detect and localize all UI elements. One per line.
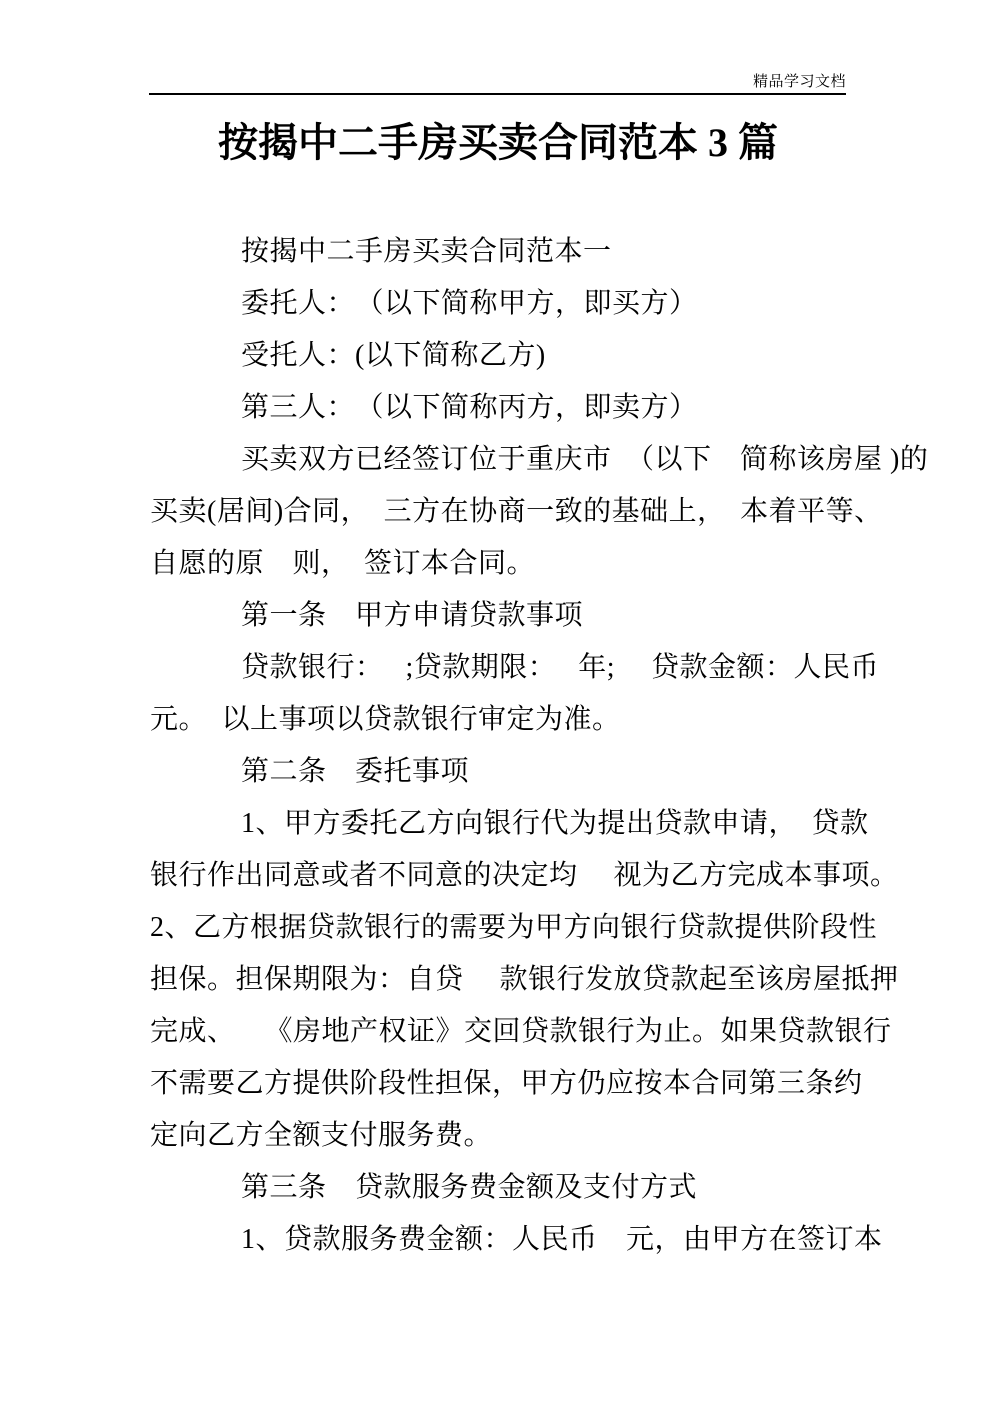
text-line: 2、乙方根据贷款银行的需要为甲方向银行贷款提供阶段性 (150, 912, 878, 943)
text-line: 第一条 甲方申请贷款事项 (241, 600, 584, 631)
body-lines (150, 223, 929, 1263)
header-rule (149, 93, 846, 95)
text-line: 按揭中二手房买卖合同范本一 (241, 236, 612, 267)
header-watermark: 精品学习文档 (752, 73, 846, 90)
text-line: 担保。担保期限为：自贷 款银行发放贷款起至该房屋抵押 (150, 964, 899, 995)
text-line: 买卖(居间)合同， 三方在协商一致的基础上， 本着平等、 (150, 496, 883, 527)
text-line: 委托人： （以下简称甲方，即买方） (241, 288, 698, 319)
page-title: 按揭中二手房买卖合同范本 3 篇 (218, 120, 778, 165)
text-line: 第二条 委托事项 (241, 756, 470, 787)
text-line: 不需要乙方提供阶段性担保，甲方仍应按本合同第三条约 (150, 1068, 863, 1099)
text-line: 买卖双方已经签订位于重庆市 （以下 简称该房屋 )的 (241, 444, 929, 475)
text-line: 定向乙方全额支付服务费。 (150, 1120, 493, 1151)
text-line: 1、贷款服务费金额：人民币 元，由甲方在签订本 (241, 1224, 883, 1255)
text-line: 完成、 《房地产权证》交回贷款银行为止。如果贷款银行 (150, 1016, 892, 1047)
text-line: 自愿的原 则， 签订本合同。 (150, 548, 536, 579)
text-line: 第三条 贷款服务费金额及支付方式 (241, 1172, 698, 1203)
text-line: 受托人：(以下简称乙方) (241, 340, 546, 371)
text-line: 贷款银行： ;贷款期限： 年; 贷款金额：人民币 (241, 652, 880, 683)
text-line: 元。 以上事项以贷款银行审定为准。 (150, 704, 621, 735)
text-line: 1、甲方委托乙方向银行代为提出贷款申请， 贷款 (241, 808, 869, 839)
text-line: 银行作出同意或者不同意的决定均 视为乙方完成本事项。 (150, 860, 899, 891)
text-line: 第三人： （以下简称丙方，即卖方） (241, 392, 698, 423)
